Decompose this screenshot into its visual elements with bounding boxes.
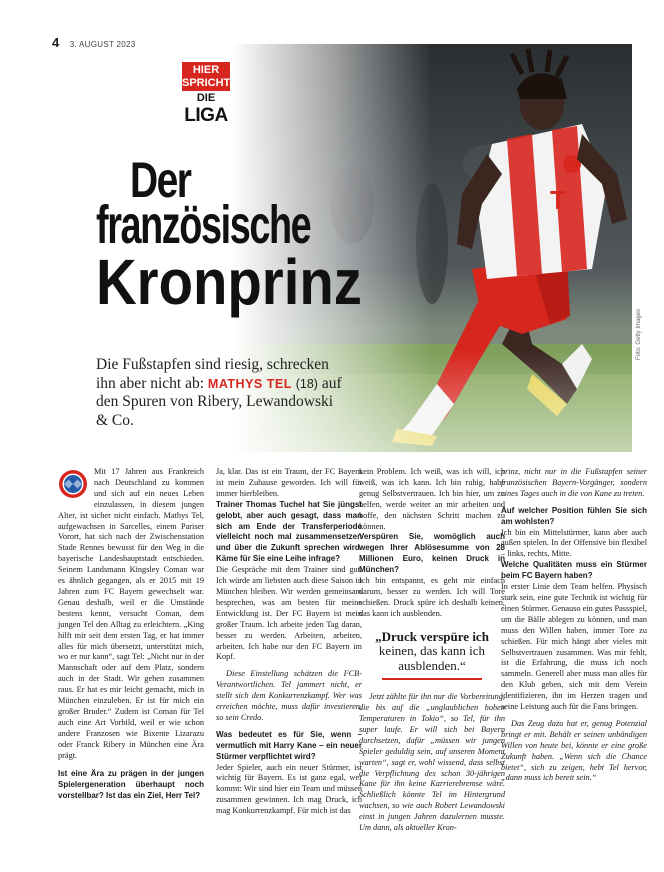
deck-text-1: Die Fußstapfen sind riesig, schrecken ihn aber nicht ab: [96,356,329,392]
narrative-paragraph: prinz, nicht nur in die Fußstapfen seiner französischen Bayern-Vorgänger, sondern eines Tages auch in die von Kane zu treten. [501,467,647,498]
interview-answer: In erster Linie dem Team helfen. Physisch stark sein, eine gute Technik ist wichtig für einen Stürmer. Genauso ein gutes Passspiel, um die Bälle ablegen zu können, und man muss den Willen haben, immer Tore zu schießen. Für mich hängt aber vieles mit Selbstvertrauen zusammen. Was mir fehlt, ist die Erfahrung, die muss ich noch sammeln. Generell aber muss man alles für den Klub geben, sich mit dem Verein identifizieren, ihn im Herzen tragen und seine Leistung auch für die Fans bringen. [501,582,647,712]
interview-question: Welche Qualitäten muss ein Stürmer beim FC Bayern haben? [501,560,647,581]
interview-question: Trainer Thomas Tuchel hat Sie jüngst gelobt, aber auch gesagt, dass man sich am Ende der Transferperiode vielleicht noch mal zusammensetzen und über die Zukunft sprechen wird. Käme für Sie eine Leihe infrage? [216,499,362,564]
kicker-line-3: DIE [182,91,230,105]
deck [96,356,346,430]
headline-line-1: Der [130,152,191,208]
pull-quote-bold: „Druck verspüre ich [375,628,489,644]
pull-quote-rest: keinen, das kann ich ausblenden.“ [378,643,486,673]
player-age: (18) [295,376,318,391]
pull-quote-rule [382,678,482,680]
interview-answer: Ich bin ein Mittelstürmer, kann aber auch außen spielen. In der Offensive bin flexibel – links, rechts, Mitte. [501,527,647,559]
interview-question: Auf welcher Position fühlen Sie sich am wohlsten? [501,505,647,526]
column-2 [216,467,362,817]
column-4 [501,467,647,784]
kicker-line-1: HIER [182,62,230,78]
narrative-paragraph: Das Zeug dazu hat er, genug Potenzial bringt er mit. Behält er seinen unbändigen Willen von heute bei, könnte er eine große Zukunft haben. „Wenn sich die Chance bietet“, sich zu zeigen, hebt Tel hervor, „dann muss ich bereit sein.“ [501,718,647,783]
interview-answer: Die Gespräche mit dem Trainer sind gut. Ich würde am liebsten auch diese Saison in München bleiben. Wir werden gemeinsam besprechen, was am besten für meine Entwicklung ist. Der FC Bayern ist mein großer Traum. Ich arbeite jeden Tag daran, besser zu werden. Arbeiten, arbeiten, arbeiten. Ich habe nur den FC Bayern im Kopf. [216,565,362,662]
headline-line-3: Kronprinz [96,246,362,318]
interview-question: Ist eine Ära zu prägen in der jungen Spielergeneration überhaupt noch vorstellbar? Ist das ein Ziel, Herr Tel? [58,769,204,801]
player-name: MATHYS TEL [207,376,292,391]
section-kicker [182,62,230,128]
interview-answer: Ich bin entspannt, es geht mir einfach darum, besser zu werden. Ich will Tore schießen. Druck spüre ich deshalb keinen, das kann ich ausblenden. [359,576,505,618]
deck-text-2: auf den Spuren von Ribery, Lewandowski & Co. [96,374,342,429]
headline-line-2: französische [96,195,311,255]
fc-bayern-crest-icon [58,469,88,499]
interview-question: Was bedeutet es für Sie, wenn – vermutlich mit Harry Kane – ein neuer Stürmer verpflichtet wird? [216,729,362,761]
column-3 [359,467,505,834]
narrative-paragraph: Jetzt zählte für ihn nur die Vorbereitung, die bis auf die „unglaublichen hohen Temperaturen in Tokio“, so Tel, für ihn super laufe. Er will sich bei Bayern durchsetzen, dafür „müssen wir jungen Spieler geduldig sein, auf unseren Moment warten“, sagt er, wohl wissend, dass selbst die Verpflichtung des schon 30-jährigen Kane für ihn keine Karrierebremse wäre. Schließlich könnte Tel im Hintergrund wachsen, so wie auch Robert Lewandowski einst in jungen Jahren dazulernen musste. Um dann, als aktueller Kron- [359,692,505,833]
interview-question: Verspüren Sie, womöglich auch wegen Ihrer Ablösesumme von 28 Millionen Euro, keinen Druck in München? [359,532,505,575]
issue-date: 3. AUGUST 2023 [69,40,136,49]
narrative-paragraph: Diese Einstellung schätzen die FCB-Verantwortlichen. Tel jammert nicht, er stellt sich dem Konkurrenzkampf. Wer was erreichen möchte, muss dafür investieren, so sein Credo. [216,669,362,722]
intro-paragraph: Mit 17 Jahren aus Frankreich nach Deutschland zu kommen und sich auf ein neues Leben einzulassen, in diesem jungen Alter, ist sicher nicht einfach. Mathys Tel, aufgewachsen in Sarcelles, einem Pariser Vorort, hat sich nach der Zwischenstation Stade Rennes bewusst für den Weg in die bayerische Landeshauptstadt entschieden. Seinem Landsmann Kingsley Coman war es ähnlich gegangen, als er 2015 mit 19 Jahren zum FC Bayern gewechselt war. Genau deshalb, weil er die Umstände bestens kennt, versucht Coman, dem jungen Tel den Alltag zu erleichtern. „King hilft mir seit dem ersten Tag, er hat immer alles für mich übersetzt, unterstützt mich, wo er nur kann“, sagt Tel: „Nicht nur in der Mannschaft oder auf dem Platz, sondern auch in der Stadt. Wir gehen zusammen raus. Er hat es mir leicht gemacht, mich in München einzuleben. Er ist für mich ein großer Bruder.“ Zudem ist Coman für Tel auch eine Art Vorbild, weil er wie schon andere Franzosen wie Bixente Lizarazu oder Franck Ribery in München eine Ära prägt. [58,467,204,760]
interview-answer: Ja, klar. Das ist ein Traum, der FC Bayern ist mein Zuhause geworden. Ich will für immer hierbleiben. [216,467,362,498]
kicker-line-2: SPRICHT [182,77,231,89]
folio [52,34,136,52]
kicker-line-4: LIGA [182,105,230,128]
pull-quote [359,630,505,681]
page-number: 4 [52,35,60,50]
column-1 [58,467,204,802]
interview-answer: kein Problem. Ich weiß, was ich will, ich weiß, was ich kann. Ich bin ruhig, habe genug Selbstvertrauen. Ich bin hier, um zu helfen, werde weiter an mir arbeiten und hoffe, den nächsten Schritt machen zu können. [359,467,505,531]
interview-answer: Jeder Spieler, auch ein neuer Stürmer, ist wichtig für Bayern. Es ist ganz egal, wer kommt: Wir sind hier ein Team und müssen zusammen gewinnen. Ich mag Druck, ich mag Konkurrenzkampf. Für mich ist das [216,762,362,816]
photo-credit: Foto: Getty Images [636,308,642,360]
